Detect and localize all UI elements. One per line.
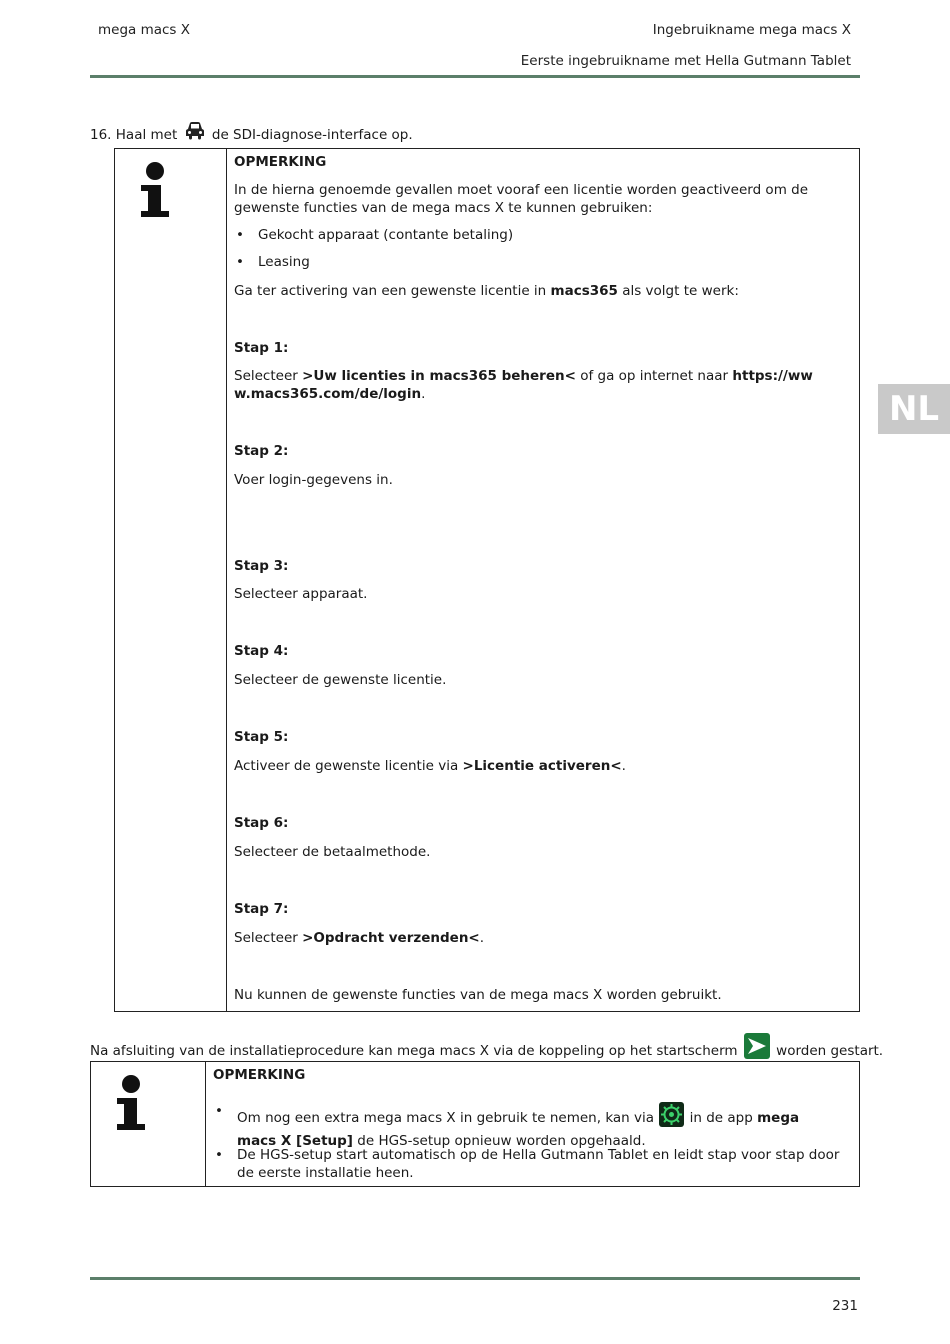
step1-pre: Selecteer [234, 368, 303, 384]
header-rule [90, 75, 860, 78]
note-box-licence [114, 148, 860, 1012]
page-number: 231 [832, 1298, 858, 1314]
step3-title: Stap 3: [234, 558, 289, 574]
step3-text: Selecteer apparaat. [234, 586, 368, 602]
step1-end: . [421, 386, 426, 402]
step5-title: Stap 5: [234, 729, 289, 745]
header-product: mega macs X [98, 22, 191, 38]
step2-title: Stap 2: [234, 443, 289, 459]
note2-bullet-2: De HGS-setup start automatisch op de Hella Gutmann Tablet en leidt stap voor stap door de eerste installatie heen. [237, 1147, 840, 1181]
step5-end: . [621, 758, 626, 774]
header-section: Eerste ingebruikname met Hella Gutmann Tablet [520, 53, 851, 69]
bullet-dot: • [215, 1147, 223, 1163]
step6-title: Stap 6: [234, 815, 289, 831]
step5-menu-path: >Licentie activeren< [462, 758, 622, 774]
step7-pre: Selecteer [234, 930, 303, 946]
bullet-dot: • [236, 254, 244, 270]
start-arrow-icon [744, 1033, 770, 1064]
step1-text [234, 367, 824, 403]
language-tab: NL [878, 384, 950, 434]
note-divider [226, 149, 227, 1011]
step1-url-link[interactable]: https://www.macs365.com/de/login [234, 368, 813, 402]
note2-app-name: mega macs X [Setup] [237, 1110, 800, 1149]
note1-intro: In de hierna genoemde gevallen moet vooraf een licentie worden geactiveerd om de gewenste functies van de mega macs X te kunnen gebruiken: [234, 182, 809, 216]
step1-menu-path: >Uw licenties in macs365 beheren< [302, 368, 576, 384]
step1-mid: of ga op internet naar [575, 368, 733, 384]
info-icon [137, 161, 177, 223]
step7-text [234, 929, 484, 947]
step5-text [234, 757, 626, 775]
step6-text: Selecteer de betaalmethode. [234, 844, 431, 860]
note2-bullet-1-post: de HGS-setup opnieuw worden opgehaald. [352, 1133, 646, 1149]
note1-activation [234, 282, 739, 300]
note-divider [205, 1062, 206, 1186]
step5-pre: Activeer de gewenste licentie via [234, 758, 463, 774]
bullet-dot: • [215, 1103, 223, 1119]
step2-text: Voer login-gegevens in. [234, 472, 393, 488]
note1-bullet-1: Gekocht apparaat (contante betaling) [258, 227, 514, 243]
setup-gear-icon [659, 1102, 684, 1132]
activation-text-end: als volgt te werk: [617, 283, 739, 299]
note2-bullet-1 [237, 1102, 837, 1150]
after-install-paragraph [90, 1033, 883, 1064]
step4-title: Stap 4: [234, 643, 289, 659]
note1-bullet-2: Leasing [258, 254, 310, 270]
note2-bullet-1-mid: in de app [689, 1110, 758, 1126]
after-install-text: Na afsluiting van de installatieprocedure kan mega macs X via de koppeling op het startscherm [90, 1043, 738, 1059]
step7-end: . [479, 930, 485, 946]
info-icon [113, 1074, 153, 1136]
footer-rule [90, 1277, 860, 1280]
step7-menu-path: >Opdracht verzenden< [302, 930, 480, 946]
step-16-after: de SDI-diagnose-interface op. [211, 127, 413, 143]
car-icon [184, 121, 206, 146]
step-16 [90, 121, 413, 146]
bullet-dot: • [236, 227, 244, 243]
note2-title: OPMERKING [213, 1067, 306, 1083]
header-chapter: Ingebruikname mega macs X [652, 22, 851, 38]
note1-title: OPMERKING [234, 154, 327, 170]
note1-closing: Nu kunnen de gewenste functies van de mega macs X worden gebruikt. [234, 987, 722, 1003]
step7-title: Stap 7: [234, 901, 289, 917]
after-install-text-end: worden gestart. [776, 1043, 884, 1059]
activation-macs365: macs365 [550, 283, 618, 299]
step-16-before: Haal met [115, 127, 178, 143]
step4-text: Selecteer de gewenste licentie. [234, 672, 447, 688]
step1-title: Stap 1: [234, 340, 289, 356]
note2-bullet-1-pre: Om nog een extra mega macs X in gebruik te nemen, kan via [237, 1110, 655, 1126]
activation-text: Ga ter activering van een gewenste licentie in [234, 283, 551, 299]
step-16-number: 16. [90, 127, 112, 143]
